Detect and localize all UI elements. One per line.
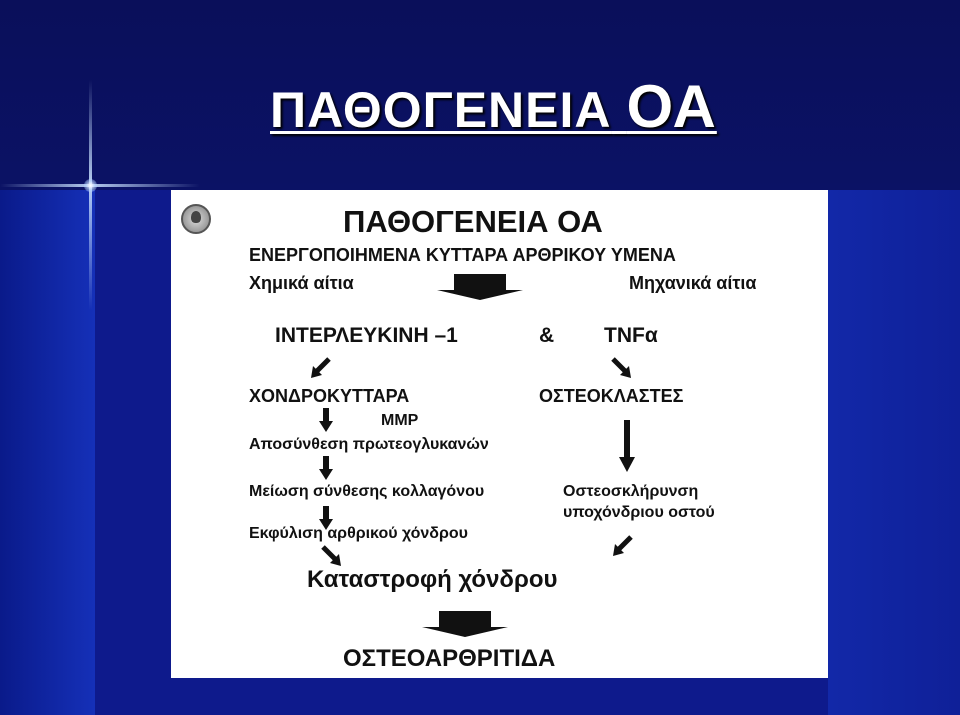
- arrow-to-osteoclasts: [609, 356, 633, 380]
- arrow-to-destruction-right: [611, 534, 635, 558]
- university-seal-icon: [181, 204, 211, 234]
- slide-title-suffix: ΟΑ: [626, 73, 717, 140]
- block-arrow-causes: [437, 274, 523, 300]
- chondrocytes-label: ΧΟΝΔΡΟΚΥΤΤΑΡΑ: [249, 386, 410, 406]
- osteoclasts-label: ΟΣΤΕΟΚΛΑΣΤΕΣ: [539, 386, 684, 406]
- chemical-causes-label: Χημικά αίτια: [249, 273, 354, 293]
- block-arrow-osteoarthritis: [422, 611, 508, 637]
- sclerosis-label-line2: υποχόνδριου οστού: [563, 504, 715, 521]
- panel-subheading: ΕΝΕΡΓΟΠΟΙΗΜΕΝΑ ΚΥΤΤΑΡΑ ΑΡΘΡΙΚΟΥ ΥΜΕΝΑ: [249, 245, 676, 265]
- mmp-label: MMP: [381, 412, 419, 429]
- arrow-down-sclerosis: [619, 420, 635, 472]
- background-left: [0, 190, 95, 715]
- background-right: [828, 190, 960, 715]
- arrow-down-mmp: [319, 408, 333, 432]
- lens-flare-center: [84, 179, 97, 192]
- interleukin-label: ΙΝΤΕΡΛΕΥΚΙΝΗ –1: [275, 324, 458, 347]
- sclerosis-label-line1: Οστεοσκλήρυνση: [563, 483, 699, 500]
- lens-flare-horizontal: [0, 184, 200, 187]
- arrow-to-destruction-left: [319, 544, 343, 568]
- arrow-to-chondrocytes: [309, 356, 333, 380]
- ampersand-label: &: [539, 324, 555, 347]
- degradation-label: Εκφύλιση αρθρικού χόνδρου: [249, 525, 468, 542]
- diagram-panel: [171, 190, 828, 678]
- collagen-label: Μείωση σύνθεσης κολλαγόνου: [249, 483, 485, 500]
- cartilage-destruction-label: Καταστροφή χόνδρου: [307, 566, 558, 593]
- slide-title-main: ΠΑΘΟΓΕΝΕΙΑ: [270, 82, 612, 138]
- lens-flare-vertical: [89, 80, 92, 310]
- panel-heading: ΠΑΘΟΓΕΝΕΙΑ ΟΑ: [343, 204, 603, 239]
- proteoglycan-label: Αποσύνθεση πρωτεογλυκανών: [249, 436, 489, 453]
- tnf-alpha-label: TNFα: [604, 324, 658, 347]
- slide-title: [270, 72, 750, 141]
- osteoarthritis-label: ΟΣΤΕΟΑΡΘΡΙΤΙΔΑ: [343, 645, 556, 672]
- mechanical-causes-label: Μηχανικά αίτια: [629, 273, 757, 293]
- arrow-down-collagen: [319, 456, 333, 480]
